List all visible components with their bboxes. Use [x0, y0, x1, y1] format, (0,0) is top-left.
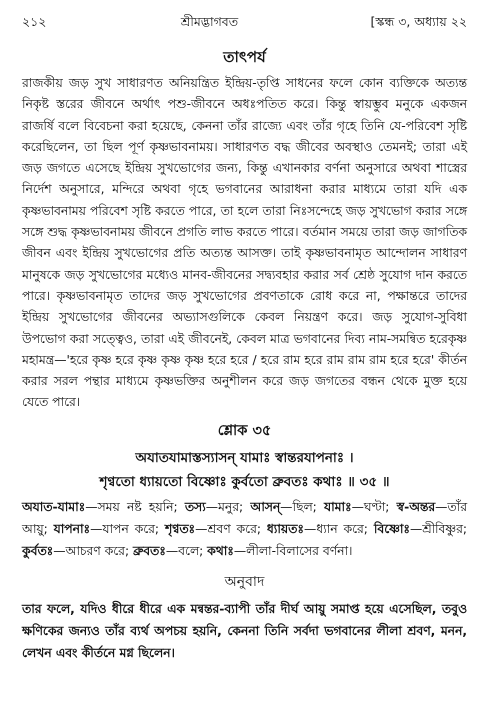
synonym-word: ব্রুবতঃ: [133, 543, 166, 558]
synonym-word: ধ্যায়তঃ: [266, 521, 304, 536]
synonym-meaning: যাপন করে: [102, 521, 155, 536]
synonym-word: বিষ্ণোঃ: [373, 521, 410, 536]
book-title: শ্রীমদ্ভাগবত: [180, 14, 239, 29]
synonym-word: কুর্বতঃ: [22, 543, 54, 558]
chapter-location: [স্কন্ধ ৩, অধ্যায় ২২: [370, 14, 467, 29]
synonym-entry: স্ব-অন্তর—তাঁর আয়ু;: [22, 499, 467, 536]
synonym-entry: ধ্যায়তঃ—ধ্যান করে;: [266, 521, 374, 536]
synonym-word: কথাঃ: [207, 543, 234, 558]
verse-line-2: শৃণ্বতো ধ্যায়তো বিষ্ণোঃ কুর্বতো ব্রুবতঃ কথাঃ ॥ ৩৫ ॥: [99, 473, 390, 490]
verse-heading: শ্লোক ৩৫: [217, 422, 272, 439]
verse-line-1: অযাতযামাস্তস্যাসন্ যামাঃ স্বান্তরযাপনাঃ ।: [135, 449, 354, 466]
synonym-meaning: ধ্যান করে: [316, 521, 364, 536]
synonym-entry: কথাঃ—লীলা-বিলাসের বর্ণনা।: [207, 543, 353, 558]
synonym-meaning: লীলা-বিলাসের বর্ণনা: [246, 543, 349, 558]
synonym-entry: অযাত-যামাঃ—সময় নষ্ট হয়নি;: [22, 499, 185, 514]
synonym-entry: বিষ্ণোঃ—শ্রীবিষ্ণুর;: [373, 521, 467, 536]
synonym-entry: ব্রুবতঃ—বলে;: [133, 543, 208, 558]
synonym-word: স্ব-অন্তর: [396, 499, 436, 514]
synonym-entry: কুর্বতঃ—আচরণ করে;: [22, 543, 133, 558]
purport-paragraph: রাজকীয় জড় সুখ সাধারণত অনিয়ন্ত্রিত ইন্দ্রিয়-তৃপ্তি সাধনের ফলে কোন ব্যক্তিকে অত্যন্ত নিকৃষ্ট স্তরের জীবনে অর্থাৎ পশু-জীবনে অধঃপতিত করে। কিন্তু স্বায়ম্ভুব মনুকে একজন রাজর্ষি বলে বিবেচনা করা হয়েছে, কেননা তাঁর রাজ্যে এবং তাঁর গৃহে তিনি যে-পরিবেশ সৃষ্টি করেছিলেন, তা ছিল পূর্ণ কৃষ্ণভাবনাময়। সাধারণত বদ্ধ জীবের অবস্থাও তেমনই; তারা এই জড় জগতে এসেছে ইন্দ্রিয় সুখভোগের জন্য, কিন্তু এখানকার বর্ণনা অনুসারে অথবা শাস্ত্রের নির্দেশ অনুসারে, মন্দিরে অথবা গৃহে ভগবানের আরাধনা করার মাধ্যমে তারা যদি এক কৃষ্ণভাবনাময় পরিবেশ সৃষ্টি করতে পারে, তা হলে তারা নিঃসন্দেহে জড় সুখভোগ করার সঙ্গে সঙ্গে শুদ্ধ কৃষ্ণভাবনাময় জীবনে প্রগতি লাভ করতে পারে। বর্তমান সময়ে তারা জড় জাগতিক জীবন এবং ইন্দ্রিয় সুখভোগের প্রতি অত্যন্ত আসক্ত। তাই কৃষ্ণভাবনামৃত আন্দোলন সাধারণ মানুষকে জড় সুখভোগের মধ্যেও মানব-জীবনের সদ্ব্যবহার করার সর্ব শ্রেষ্ঠ সুযোগ দান করতে পারে। কৃষ্ণভাবনামৃত তাদের জড় সুখভোগের প্রবণতাকে রোধ করে না, পক্ষান্তরে তাদের ইন্দ্রিয় সুখভোগের জীবনের অভ্যাসগুলিকে কেবল নিয়ন্ত্রণ করে। জড় সুযোগ-সুবিধা উপভোগ করা সত্ত্বেও, তারা এই জীবনেই, কেবল মাত্র ভগবানের দিব্য নাম-সমন্বিত হরেকৃষ্ণ মহামন্ত্র—'হরে কৃষ্ণ হরে কৃষ্ণ কৃষ্ণ কৃষ্ণ হরে হরে / হরে রাম হরে রাম রাম রাম হরে হরে' কীর্তন করার সরল পন্থার মাধ্যমে কৃষ্ণভক্তির অনুশীলন করে জড় জগতের বন্ধন থেকে মুক্ত হয়ে যেতে পারে।: [22, 76, 467, 410]
synonym-word: যাপনাঃ: [53, 521, 91, 536]
synonym-meaning: আচরণ করে: [65, 543, 125, 558]
synonyms-block: [22, 496, 467, 562]
synonym-meaning: শ্রবণ করে: [207, 521, 257, 536]
synonym-entry: যামাঃ—ঘণ্টা;: [323, 499, 397, 514]
translation-heading: অনুবাদ: [224, 573, 265, 590]
synonym-entry: তস্য—মনুর;: [184, 499, 251, 514]
synonym-word: অযাত-যামাঃ: [22, 499, 86, 514]
synonym-word: আসন্: [250, 499, 281, 514]
synonym-entry: আসন্—ছিল;: [250, 499, 324, 514]
synonym-meaning: ঘণ্টা: [363, 499, 386, 514]
synonym-word: যামাঃ: [323, 499, 352, 514]
running-header: [22, 14, 467, 34]
synonym-meaning: ছিল: [292, 499, 313, 514]
translation-text: তার ফলে, যদিও ধীরে ধীরে এক মন্বন্তর-ব্যাপী তাঁর দীর্ঘ আয়ু সমাপ্ত হয়ে এসেছিল, তবুও ক্ষণিকের জন্যও তাঁর ব্যর্থ অপচয় হয়নি, কেননা তিনি সর্বদা ভগবানের লীলা শ্রবণ, মনন, লেখন এবং কীর্তনে মগ্ন ছিলেন।: [22, 601, 467, 660]
synonym-meaning: মনুর: [218, 499, 239, 514]
purport-heading: তাৎপর্য: [223, 48, 266, 66]
synonym-entry: শৃণ্বতঃ—শ্রবণ করে;: [164, 521, 267, 536]
synonym-meaning: শ্রীবিষ্ণুর: [422, 521, 463, 536]
synonym-meaning: তাঁর আয়ু: [22, 499, 467, 536]
synonym-entry: যাপনাঃ—যাপন করে;: [53, 521, 165, 536]
synonym-meaning: সময় নষ্ট হয়নি: [97, 499, 174, 514]
synonym-word: শৃণ্বতঃ: [164, 521, 196, 536]
page-number: ২১২: [22, 14, 47, 29]
synonym-meaning: বলে: [178, 543, 200, 558]
synonym-word: তস্য: [184, 499, 206, 514]
